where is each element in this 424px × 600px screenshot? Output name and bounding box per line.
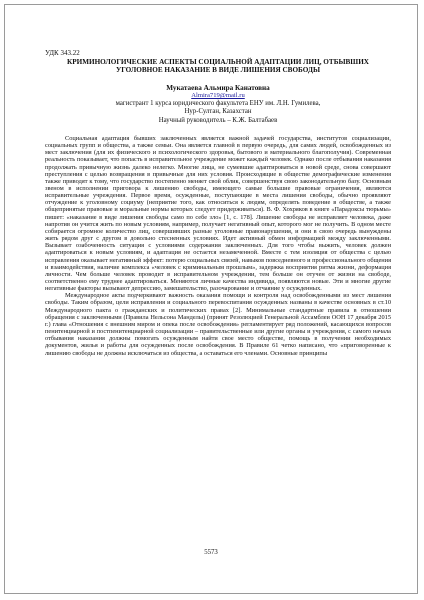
document-page bbox=[4, 4, 418, 594]
article-title: КРИМИНОЛОГИЧЕСКИЕ АСПЕКТЫ СОЦИАЛЬНОЙ АДАПТАЦИИ ЛИЦ, ОТБЫВШИХ УГОЛОВНОЕ НАКАЗАНИЕ В ВИДЕ ЛИШЕНИЯ СВОБОДЫ bbox=[67, 58, 369, 75]
scientific-supervisor: Научный руководитель – К.Ж. Балтабаев bbox=[158, 116, 278, 124]
body-paragraph: Международное акты подчеркивают важность оказания помощи и контроля над освобожденными из мест лишения свободы. Таким образом, цели исправления и социального перевоспитания осужденных названы в качестве основных в ст.10 Международного пакта о гражданских и политических правах [2]. Минимальные стандартные правила в отношении обращения с заключенными (Правила Нельсона Манделы) (принят Резолюцией Генеральной Ассамблеи ООН 17 декабря 2015 г.) глава «Отношения с внешним миром и опека после освобождения» регламентирует ряд положений, касающихся вопросов пенитенциарной и постпенитенциарной социализации – правительственные или другие органы и учреждения, с самого начала отбывания наказания должны помогать осужденным найти свое место обществе, помощь в получении необходимых документов, жилья и работы для осужденных после освобождения. В Правиле 61 четко написано, что «приговоренные к лишению свободы не должны исключаться из общества, а оставаться его членами. Основные принципы bbox=[45, 292, 391, 357]
author-location: Нур-Султан, Казахстан bbox=[184, 108, 252, 116]
author-email-link[interactable]: Almira719@mail.ru bbox=[191, 92, 245, 99]
page-number: 5573 bbox=[204, 549, 218, 556]
body-paragraph: Социальная адаптация бывших заключенных является важной задачей государства, институтов социализации, социальных групп и общества, а также семьи. Она является главной в первую очередь, для самих людей, освобожденных из мест заключения (для их физического и психологического здоровья, бытового и материального благополучия). Современная реальность показывает, что попасть в исправительное учреждение может каждый человек. Однако после отбывания наказания продолжать привычную жизнь далеко нелегко. Многие лица, не сумевшие адаптироваться в новой среде, снова совершают преступления с целью возвращения в привычные для них условия. Происходящие в обществе демографические изменения также приводят к тому, что государство постепенно меняет свой облик, совершенствуя свою законодательную базу. Основным звеном в исполнении приговора к лишению свободы, имеющего самые большие правовые ограничения, являются исправительные учреждения. Первое время, осужденные, поступающие в места лишения свободы, обычно проявляют отчуждение к уголовному социуму (неприятие того, как относиться к людям, определять поведение в обществе, а также общепринятые правовые и моральные нормы которых следует придерживаться). В. Ф. Хохряков в книге «Парадоксы тюрьмы» пишет: «наказание в виде лишения свободы само по себе зло» [1, с. 178]. Лишение свободы не исправляет человека, даже напротив он учится жить по новым условиям, например, получает негативный опыт, которого мог не получить. В одном месте собирается огромное количество лиц, совершивших разные уголовные правонарушения, и они в свою очередь вынуждены жить рядом друг с другом в довольно стесненных условиях. Идет активный обмен информацией между заключенными. Вызывает озабоченность ситуация с условиями содержания заключенных. Для того чтобы выжить, человек должен адаптироваться к новым условиям, и адаптация не остается незамеченной. Вместе с тем изоляция от общества с целью исправления оказывает негативный эффект: потерю социальных связей, навыков повседневного и профессионального общения и взаимодействия, наличие комплекса «человек с криминальным прошлым», задержка восприятия ритма жизни, деформация личности. Чем больше человек проводит в исправительном учреждении, тем больше он отучен от жизни на свободе, соответственно ему труднее адаптироваться. Меняются личные качества индивида, появляются новые. Эти и многие другие негативные факторы вызывают депрессию, замешательство, разочарование и отчаяние у осужденных. bbox=[45, 134, 391, 293]
author-affiliation: магистрант 1 курса юридического факультета ЕНУ им. Л.Н. Гумилева, bbox=[115, 100, 321, 107]
udk-code: УДК 343.22 bbox=[45, 49, 80, 57]
page-content bbox=[45, 49, 391, 569]
article-body bbox=[45, 135, 391, 357]
author-name: Мукатаева Альмира Канатовна bbox=[166, 83, 270, 92]
